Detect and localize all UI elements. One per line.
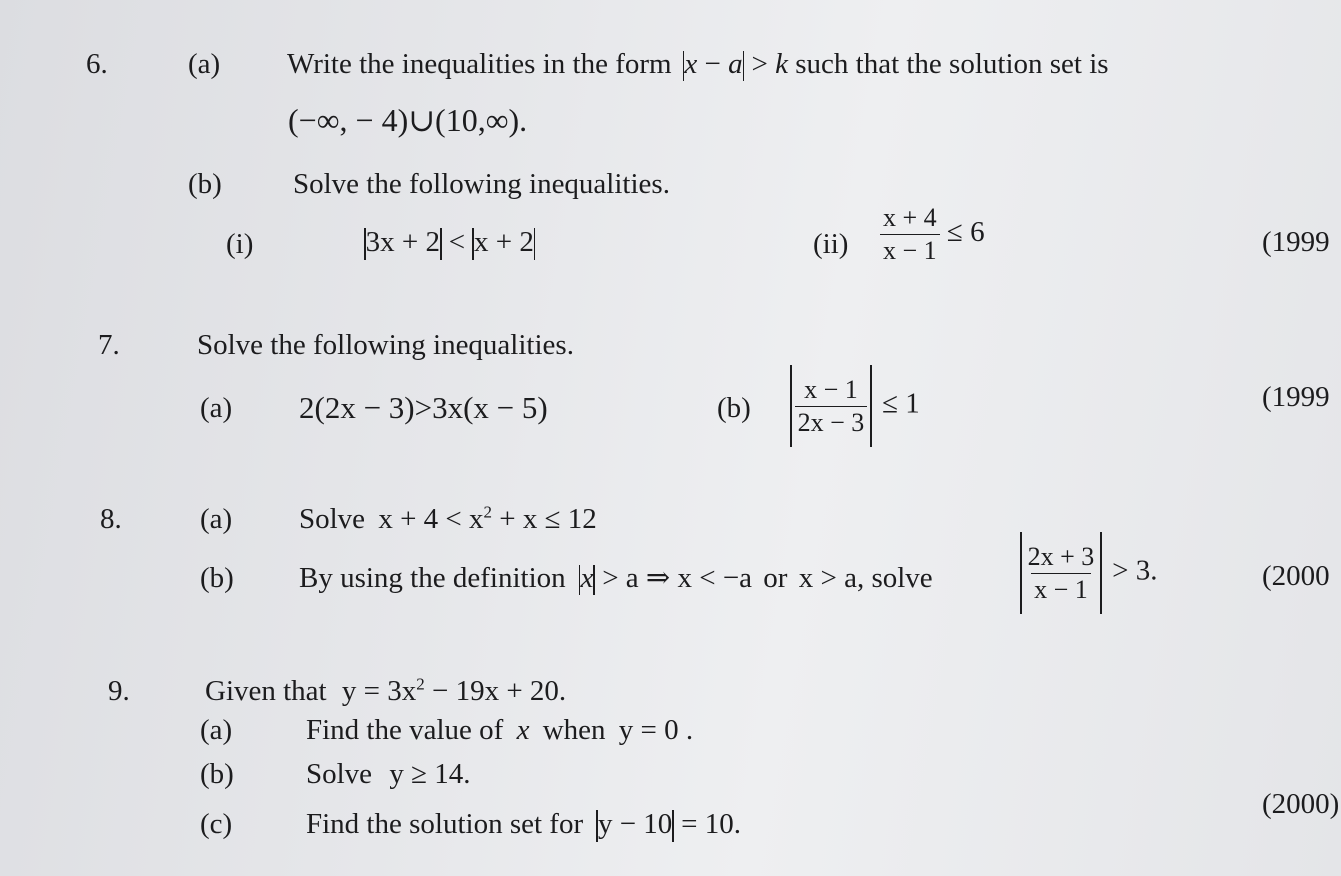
q9c-text: Find the solution set for y − 10 = 10. bbox=[306, 810, 741, 842]
q6a-text bbox=[287, 50, 1109, 81]
q7a-label: (a) bbox=[200, 392, 233, 424]
q6a-instruction: Write the inequalities in the form bbox=[287, 48, 672, 80]
q7b-expression: $\frac{x - 1}{2x - 3}$ ≤ 1 bbox=[787, 365, 920, 447]
q6-number: 6. bbox=[86, 48, 108, 80]
q9a-label: (a) bbox=[200, 714, 233, 746]
q8b-text: By using the definition x > a ⇒ x < −a or x > a, solve bbox=[299, 562, 933, 594]
q6b-ii-expression: $\frac{x + 4}{x - 1}$ ≤ 6 bbox=[880, 205, 985, 264]
q8-number: 8. bbox=[100, 503, 122, 535]
q7a-expression: 2(2x − 3)>3x(x − 5) bbox=[299, 390, 548, 425]
q6a-form: x − a > k bbox=[684, 48, 788, 80]
q6b-i-label: (i) bbox=[226, 228, 254, 260]
q8b-fraction: $\frac{2x + 3}{x - 1}$ bbox=[1027, 541, 1095, 604]
q6-year: (1999 bbox=[1262, 226, 1330, 258]
q9a-text: Find the value of x when y = 0 . bbox=[306, 714, 694, 746]
q6b-i-expression: 3x + 2 < x + 2 bbox=[364, 228, 535, 260]
q9c-expression: y − 10 = 10. bbox=[596, 808, 741, 840]
q9b-label: (b) bbox=[200, 758, 234, 790]
q8b-label: (b) bbox=[200, 562, 234, 594]
q7b-fraction: $\frac{x - 1}{2x - 3}$ bbox=[795, 377, 868, 436]
q7-year: (1999 bbox=[1262, 381, 1330, 413]
q7b-label: (b) bbox=[717, 392, 751, 424]
q9c-label: (c) bbox=[200, 808, 233, 840]
q9-equation: $y = 3x^2 - 19x + 20$. bbox=[341, 674, 567, 707]
q6b-label: (b) bbox=[188, 168, 222, 200]
q9-year: (2000) bbox=[1262, 788, 1340, 820]
q9-number: 9. bbox=[108, 675, 130, 707]
q8-year: (2000 bbox=[1262, 560, 1330, 592]
q6b-text: Solve the following inequalities. bbox=[293, 168, 670, 200]
q8a-expression: $x + 4 < x^2 + x \le 12$ bbox=[378, 502, 597, 535]
q7-text: Solve the following inequalities. bbox=[197, 329, 574, 361]
q6a-instruction-2: such that the solution set is bbox=[795, 48, 1109, 80]
q6b-ii-label: (ii) bbox=[813, 228, 849, 260]
q6a-solution-set: (−∞, − 4)∪(10,∞). bbox=[288, 102, 528, 138]
q8b-definition: x > a ⇒ x < −a bbox=[580, 562, 753, 594]
q7-number: 7. bbox=[98, 329, 120, 361]
q8b-expression: $\frac{2x + 3}{x - 1}$ > 3. bbox=[1017, 532, 1157, 614]
q8a-text: Solve $x + 4 < x^2 + x \le 12$ bbox=[299, 502, 597, 535]
q9b-text: Solve y ≥ 14. bbox=[306, 758, 471, 790]
q6b-ii-fraction: $\frac{x + 4}{x - 1}$ bbox=[880, 205, 940, 264]
q6a-label: (a) bbox=[188, 48, 221, 80]
q8a-label: (a) bbox=[200, 503, 233, 535]
q9-text: Given that $y = 3x^2 - 19x + 20$. bbox=[205, 674, 567, 707]
